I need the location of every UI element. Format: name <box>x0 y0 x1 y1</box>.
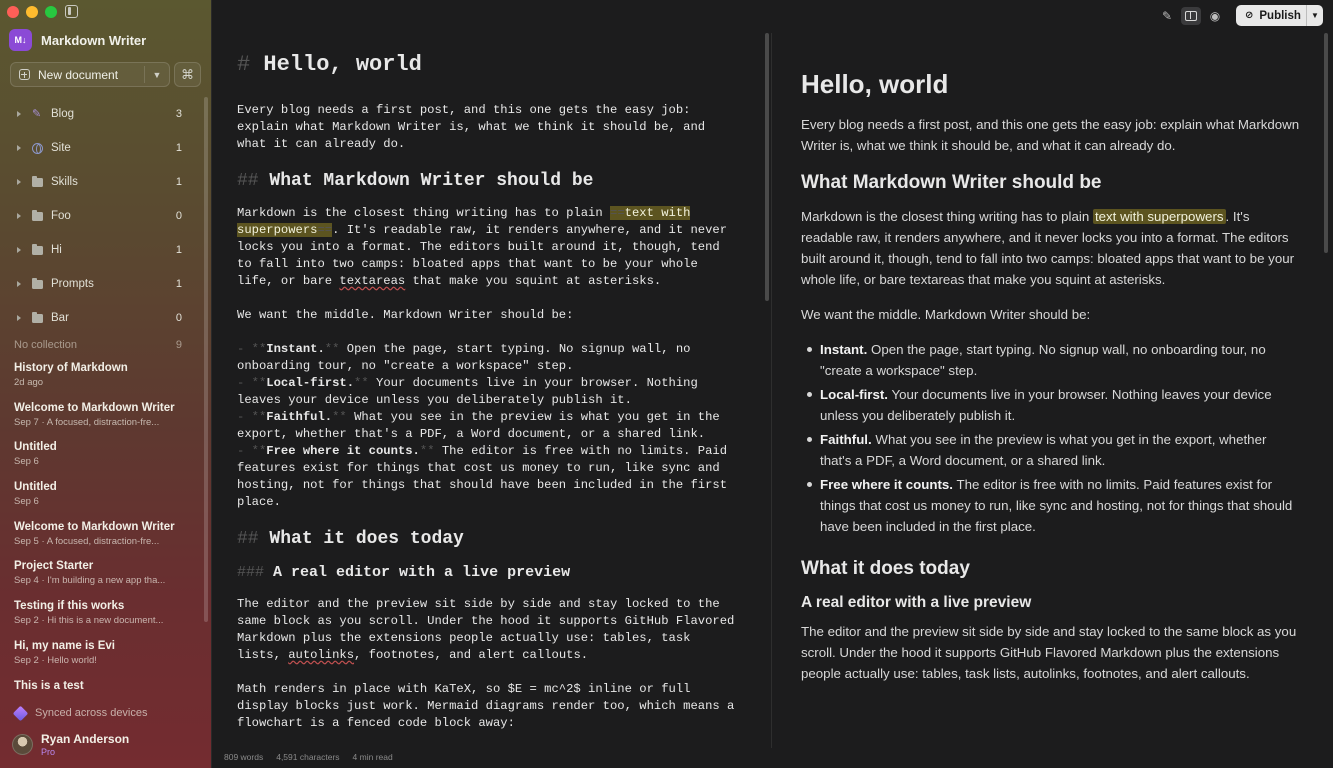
preview-list-item: Instant. Open the page, start typing. No signup wall, no onboarding tour, no "create a workspace" step. <box>801 339 1301 381</box>
document-meta: Sep 2 · Hello world! <box>14 654 97 666</box>
preview-list-item: Faithful. What you see in the preview is what you get in the export, whether that's a PDF, a Word document, or a shared link. <box>801 429 1301 471</box>
paperclip-icon: ⊘ <box>1245 10 1254 21</box>
no-collection-count: 9 <box>175 339 182 351</box>
document-meta: Sep 6 <box>14 496 39 508</box>
editor-heading-2: ## What Markdown Writer should be <box>237 171 594 191</box>
collection-foo[interactable] <box>0 199 196 233</box>
editor-paragraph: The editor and the preview sit side by side and stay locked to the same block as you scroll. Under the hood it supports GitHub Flavored Markdown plus the extensions people actually use: tables, task lists, autolinks, footnotes, and alert callouts. <box>237 597 735 662</box>
document-meta: Sep 4 · I'm building a new app tha... <box>14 575 166 587</box>
globe-icon <box>32 143 43 154</box>
preview-list-item: Local-first. Your documents live in your browser. Nothing leaves your device unless you deliberately publish it. <box>801 384 1301 426</box>
window-controls <box>7 6 57 18</box>
user-account[interactable] <box>12 732 129 757</box>
status-bar <box>224 752 393 762</box>
collection-hi[interactable] <box>0 233 196 267</box>
split-view-icon[interactable] <box>1181 7 1201 25</box>
editor-paragraph: Markdown is the closest thing writing has to plain ==text with superpowers==. It's readable raw, it renders anywhere, and it never locks you into a format. The editors built around it, though, tend to fall into two camps: bloated apps that want to be your whole life, or bare textareas that make you squint at asterisks. <box>237 206 728 288</box>
chevron-right-icon[interactable] <box>17 281 21 287</box>
document-meta: Sep 6 <box>14 456 39 468</box>
highlight: text with superpowers <box>1094 209 1224 224</box>
eye-icon[interactable]: ◉ <box>1209 9 1221 23</box>
sync-diamond-icon <box>13 705 29 721</box>
editor-scrollbar[interactable] <box>765 33 769 301</box>
collection-label: Hi <box>51 244 62 256</box>
editor-heading-3: ### A real editor with a live preview <box>237 564 571 581</box>
editor-paragraph: We want the middle. Markdown Writer should be: <box>237 308 574 322</box>
collection-blog[interactable] <box>0 97 196 131</box>
preview-paragraph: Markdown is the closest thing writing has to plain text with superpowers . It's readable raw, it renders anywhere, and it never locks you into a format. The editors built around it, though, tend to fall into two camps: bloated apps that want to be your whole life, or bare textareas that make you squint at asterisks. <box>801 209 1295 287</box>
chevron-right-icon[interactable] <box>17 145 21 151</box>
preview-scrollbar[interactable] <box>1324 33 1328 253</box>
editor-list-item: - **Faithful.** What you see in the preview is what you get in the export, whether that's a PDF, a Word document, or a shared link. <box>237 410 720 441</box>
publish-button[interactable] <box>1236 5 1323 26</box>
avatar <box>12 734 33 755</box>
editor-list-item: - **Free where it counts.** The editor is free with no limits. Paid features exist for things that cost us money to run, like sync and hosting, not for things that should have been included in the first place. <box>237 444 728 509</box>
document-meta: Sep 2 · Hi this is a new document... <box>14 615 164 627</box>
close-window-button[interactable] <box>7 6 19 18</box>
minimize-window-button[interactable] <box>26 6 38 18</box>
document-item[interactable] <box>14 560 194 600</box>
collection-count: 3 <box>175 108 182 120</box>
user-plan-badge: Pro <box>41 747 56 757</box>
app-brand <box>9 29 146 51</box>
markdown-editor[interactable] <box>213 33 766 748</box>
folder-icon <box>32 280 43 289</box>
collection-count: 0 <box>175 210 182 222</box>
plus-square-icon <box>19 69 30 80</box>
sync-label: Synced across devices <box>35 707 148 719</box>
collection-count: 1 <box>175 176 182 188</box>
editor-paragraph: Every blog needs a first post, and this one gets the easy job: explain what Markdown Writer is, what we think it should be, and what it can already do. <box>237 103 706 151</box>
preview-heading-2: What Markdown Writer should be <box>801 172 1102 193</box>
document-item[interactable] <box>14 402 194 442</box>
document-title: Testing if this works <box>14 600 125 613</box>
document-title: This is a test <box>14 679 84 692</box>
preview-list-item: Free where it counts. The editor is free with no limits. Paid features exist for things that cost us money to run, like sync and hosting, not for things that should have been included in the first place. <box>801 474 1301 537</box>
document-item[interactable] <box>14 441 194 481</box>
document-title: Untitled <box>14 441 57 454</box>
document-item[interactable] <box>14 362 194 402</box>
chevron-right-icon[interactable] <box>17 179 21 185</box>
preview-heading-1: Hello, world <box>801 69 949 99</box>
document-title: Welcome to Markdown Writer <box>14 520 175 533</box>
chevron-right-icon[interactable] <box>17 247 21 253</box>
preview-heading-2: What it does today <box>801 558 970 579</box>
preview-heading-3: A real editor with a live preview <box>801 594 1032 611</box>
collection-label: Foo <box>51 210 71 222</box>
folder-icon <box>32 178 43 187</box>
collection-bar[interactable] <box>0 301 196 335</box>
collection-label: Site <box>51 142 71 154</box>
app-title: Markdown Writer <box>41 32 147 48</box>
document-list <box>14 362 194 719</box>
chevron-down-icon[interactable]: ▼ <box>152 69 162 80</box>
collection-label: Prompts <box>51 278 94 290</box>
read-time: 4 min read <box>352 752 393 762</box>
document-title: Hi, my name is Evi <box>14 639 115 652</box>
document-meta: Sep 7 · A focused, distraction-fre... <box>14 416 160 428</box>
markdown-preview <box>801 62 1301 748</box>
sidebar-toggle-icon[interactable] <box>65 5 78 18</box>
document-meta: Sep 5 · A focused, distraction-fre... <box>14 535 160 547</box>
collection-skills[interactable] <box>0 165 196 199</box>
chevron-down-icon[interactable]: ▼ <box>1311 11 1319 20</box>
folder-icon <box>32 212 43 221</box>
document-item[interactable] <box>14 481 194 521</box>
preview-paragraph: Every blog needs a first post, and this one gets the easy job: explain what Markdown Writer is, what we think it should be, and what it can already do. <box>801 117 1300 153</box>
document-title: Welcome to Markdown Writer <box>14 401 175 414</box>
app-logo-icon: M↓ <box>9 29 32 51</box>
editor-heading-2: ## What it does today <box>237 529 464 549</box>
document-meta: 2d ago <box>14 377 44 388</box>
editor-list-item: - **Local-first.** Your documents live in your browser. Nothing leaves your device unless you deliberately publish it. <box>237 376 698 407</box>
character-count: 4,591 characters <box>276 752 340 762</box>
document-item[interactable] <box>14 600 194 640</box>
collection-label: Skills <box>51 176 78 188</box>
preview-paragraph: The editor and the preview sit side by side and stay locked to the same block as you scroll. Under the hood it supports GitHub Flavored Markdown plus the extensions people actually use: tables, task lists, autolinks, footnotes, and alert callouts. <box>801 624 1297 681</box>
collection-prompts[interactable] <box>0 267 196 301</box>
editor-list <box>237 341 737 511</box>
collection-list <box>0 97 196 335</box>
command-palette-button[interactable]: ⌘ <box>174 62 201 87</box>
quill-icon: ✎ <box>32 107 42 120</box>
collection-count: 1 <box>175 142 182 154</box>
collection-count: 1 <box>175 244 182 256</box>
document-title: History of Markdown <box>14 362 128 374</box>
document-title: Untitled <box>14 481 57 494</box>
sync-status <box>15 707 148 719</box>
pencil-icon[interactable]: ✎ <box>1161 9 1173 23</box>
word-count: 809 words <box>224 752 264 762</box>
publish-label: Publish <box>1259 9 1301 22</box>
pane-divider[interactable] <box>771 33 772 748</box>
editor-list-item: - **Instant.** Open the page, start typing. No signup wall, no onboarding tour, no "create a workspace" step. <box>237 342 691 373</box>
collection-count: 0 <box>175 312 182 324</box>
new-document-button[interactable] <box>10 62 170 87</box>
document-item[interactable] <box>14 640 194 680</box>
collection-label: Blog <box>51 108 75 120</box>
user-name: Ryan Anderson <box>41 732 130 746</box>
zoom-window-button[interactable] <box>45 6 57 18</box>
chevron-right-icon[interactable] <box>17 111 21 117</box>
document-title: Project Starter <box>14 560 94 573</box>
chevron-right-icon[interactable] <box>17 213 21 219</box>
collection-count: 1 <box>175 278 182 290</box>
sidebar-scrollbar[interactable] <box>204 97 208 622</box>
preview-paragraph: We want the middle. Markdown Writer should be: <box>801 307 1091 322</box>
chevron-right-icon[interactable] <box>17 315 21 321</box>
no-collection-label: No collection <box>14 339 77 351</box>
collection-site[interactable] <box>0 131 196 165</box>
no-collection-header <box>14 339 182 351</box>
editor-heading-1: # Hello, world <box>237 52 422 77</box>
folder-icon <box>32 246 43 255</box>
sidebar <box>0 0 212 768</box>
new-document-label: New document <box>38 67 119 82</box>
preview-list <box>801 339 1301 537</box>
folder-icon <box>32 314 43 323</box>
editor-paragraph: Math renders in place with KaTeX, so $E = mc^2$ inline or full display blocks just work. Mermaid diagrams render too, which means a flowchart is a fenced code block away: <box>237 682 735 730</box>
collection-label: Bar <box>51 312 69 324</box>
document-item[interactable] <box>14 521 194 561</box>
